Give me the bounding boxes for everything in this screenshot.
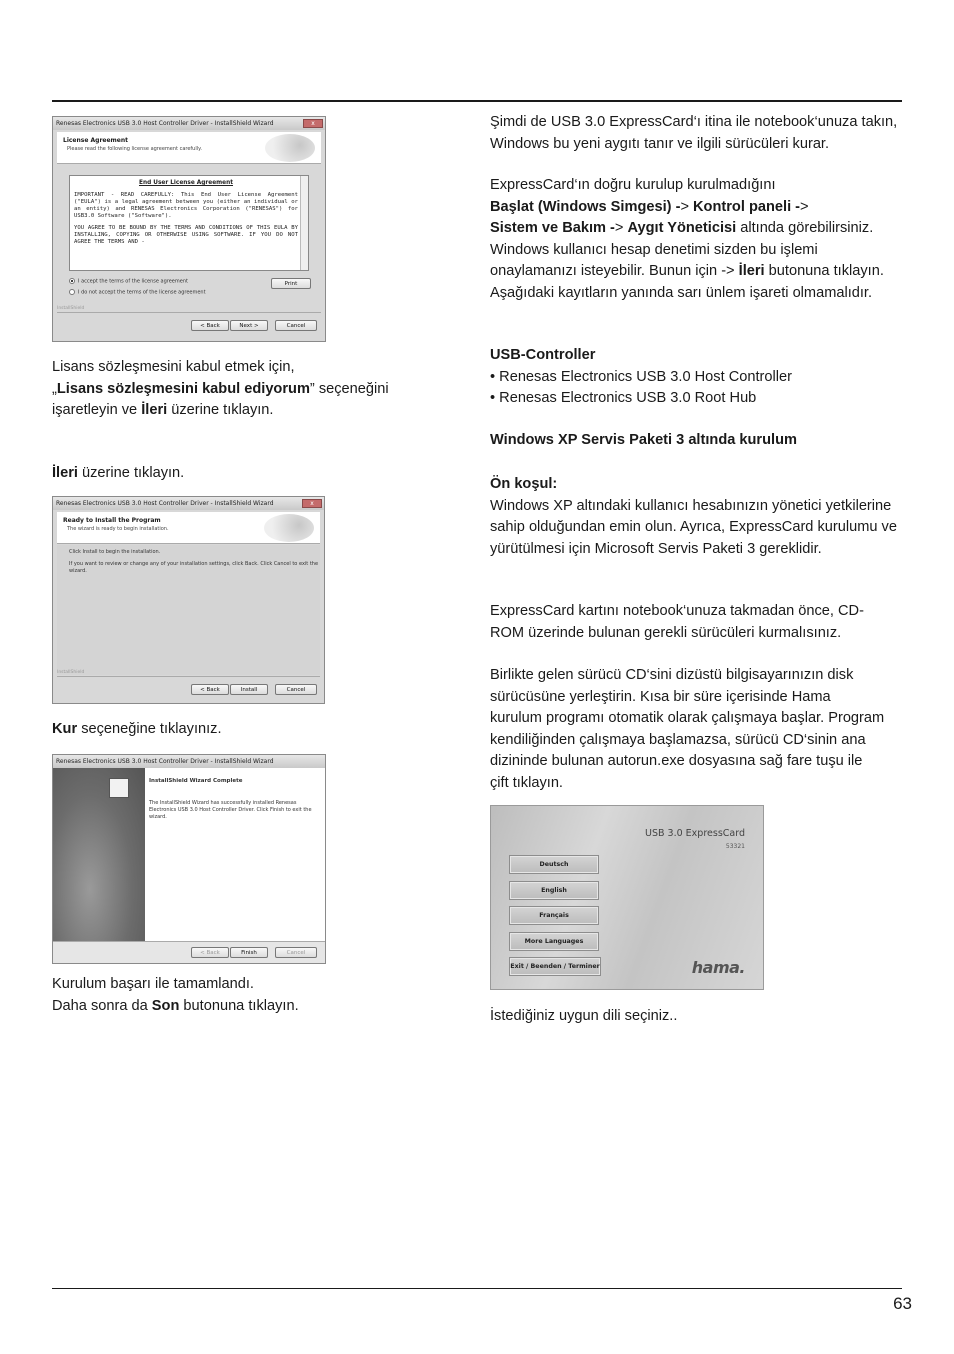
- window-title: Renesas Electronics USB 3.0 Host Controller Driver - InstallShield Wizard: [56, 758, 274, 765]
- cd-language-menu: [490, 805, 764, 990]
- caption-next: [52, 463, 432, 485]
- eula-paragraph: YOU AGREE TO BE BOUND BY THE TERMS AND CONDITIONS OF THIS EULA BY INSTALLING, COPYING OR OTHERWISE USING SOFTWARE. IF YOU DO NOT AGREE THE TERMS AND -: [74, 225, 298, 245]
- header-subtitle: The wizard is ready to begin installation.: [67, 526, 169, 532]
- header-title: License Agreement: [63, 137, 129, 144]
- footer-divider: [57, 676, 320, 677]
- more-languages-button[interactable]: More Languages: [509, 932, 599, 951]
- caption-install: [52, 719, 432, 741]
- cancel-button: Cancel: [275, 947, 317, 958]
- paragraph-insert-card: Şimdi de USB 3.0 ExpressCard‘ı itina ile notebook‘unuza takın, Windows bu yeni aygıtı tanır ve ilgili sürücüleri kurar.: [490, 114, 898, 152]
- header-subtitle: Please read the following license agreement carefully.: [67, 146, 202, 152]
- wizard-header: [57, 132, 321, 164]
- ready-to-install-window: [52, 496, 325, 704]
- paragraph-insert-cd: Birlikte gelen sürücü CD‘sini dizüstü bilgisayarınızın disk sürücüsüne yerleştirin. Kısa bir süre içerisinde Hama kurulum programı otomatik olarak çalışmaya başlar. Program kendiliğinden çalışmaya başlamazsa, sürücü CD‘sinin ana dizininde bulunan autorun.exe dosyasına sağ fare tuşu ile çift tıklayın.: [490, 667, 885, 791]
- caption-text: seçeneğine tıklayınız.: [77, 721, 222, 737]
- paragraph-bold: Başlat (Windows Simgesi) -: [490, 198, 681, 215]
- paragraph-bold: Sistem ve Bakım -: [490, 220, 615, 236]
- paragraph-text: ExpressCard‘ın doğru kurulup kurulmadığını: [490, 177, 776, 193]
- install-button[interactable]: Install: [230, 684, 268, 695]
- cd-menu-code: 53321: [725, 843, 745, 850]
- paragraph-text: butonuna tıklayın. Aşağıdaki kayıtların yanında sarı ünlem işareti olmamalıdır.: [490, 263, 884, 301]
- paragraph-text: Windows XP altındaki kullanıcı hesabınızın yönetici yetkilerine sahip olduğundan emin olun. Ayrıca, ExpressCard kurulumu ve yürütülmesi için Microsoft Servis Paketi 3 gereklidir.: [490, 497, 897, 557]
- eula-title: End User License Agreement: [138, 180, 234, 186]
- finish-button[interactable]: Finish: [230, 947, 268, 958]
- next-button[interactable]: Next >: [230, 320, 268, 331]
- accept-radio[interactable]: [69, 278, 188, 285]
- caption-text: Daha sonra da: [52, 997, 152, 1014]
- print-button[interactable]: Print: [271, 278, 311, 289]
- cancel-button[interactable]: Cancel: [275, 320, 317, 331]
- bottom-rule: [52, 1288, 902, 1289]
- window-title: Renesas Electronics USB 3.0 Host Controller Driver - InstallShield Wizard: [56, 500, 274, 507]
- section-heading-xp: [490, 430, 900, 452]
- window-titlebar: [53, 755, 325, 768]
- paragraph-text: >: [680, 198, 694, 215]
- top-rule: [52, 100, 902, 102]
- caption-line: [52, 400, 432, 422]
- language-button-english[interactable]: English: [509, 881, 599, 900]
- caption-quote: „: [52, 380, 57, 397]
- paragraph-drivers-first: ExpressCard kartını notebook‘unuza takmadan önce, CD-ROM üzerinde bulunan gerekli sürücüleri kurmalısınız.: [490, 603, 864, 641]
- radio-unselected-icon: [69, 289, 75, 295]
- wizard-body: [57, 545, 320, 675]
- caption-text: butonuna tıklayın.: [179, 997, 299, 1014]
- paragraph-bold: Kontrol paneli -: [693, 198, 801, 215]
- caption-line: [52, 996, 432, 1018]
- list-item: • Renesas Electronics USB 3.0 Root Hub: [490, 390, 757, 406]
- paragraph-line: [490, 197, 900, 219]
- caption-text: üzerine tıklayın.: [77, 465, 185, 481]
- window-titlebar: [53, 117, 325, 130]
- complete-text: The InstallShield Wizard has successfully installed Renesas Electronics USB 3.0 Host Controller Driver. Click Finish to exit the wizard.: [149, 800, 312, 820]
- decline-radio[interactable]: [69, 289, 206, 296]
- eula-scrollbar[interactable]: [300, 176, 308, 270]
- eula-text-box[interactable]: [69, 175, 309, 271]
- decline-radio-label: I do not accept the terms of the license agreement: [78, 289, 206, 296]
- section-heading: USB-Controller: [490, 347, 596, 363]
- paragraph-text: altında görebilirsiniz. Windows kullanıcı hesap denetimi sizden bu işlemi onaylamanızı isteyebilir. Bunun için ->: [490, 220, 874, 279]
- ready-line-1: Click Install to begin the installation.: [69, 549, 161, 555]
- wizard-complete-window: [52, 754, 326, 964]
- footer-divider: [57, 312, 321, 313]
- ready-line-2: If you want to review or change any of your installation settings, click Back. Click Cancel to exit the wizard.: [69, 561, 319, 574]
- window-title: Renesas Electronics USB 3.0 Host Controller Driver - InstallShield Wizard: [56, 120, 274, 127]
- paragraph-line: [490, 220, 884, 301]
- header-title: Ready to Install the Program: [63, 517, 161, 524]
- caption-bold: İleri: [52, 465, 78, 481]
- installshield-brand: InstallShield: [57, 306, 85, 311]
- wizard-main-panel: [145, 768, 325, 941]
- list-item: • Renesas Electronics USB 3.0 Host Controller: [490, 368, 792, 385]
- back-button[interactable]: < Back: [191, 684, 229, 695]
- language-button-deutsch[interactable]: Deutsch: [509, 855, 599, 874]
- caption-license: [52, 357, 432, 422]
- caption-bold: Son: [151, 997, 180, 1014]
- wizard-header: [57, 512, 320, 544]
- caption-line: Lisans sözleşmesini kabul etmek için,: [52, 359, 295, 375]
- back-button: < Back: [191, 947, 229, 958]
- hama-logo: hama.: [691, 958, 745, 977]
- paragraph-bold: İleri: [738, 263, 765, 279]
- caption-text: ” seçeneğini: [309, 380, 389, 397]
- section-heading: Windows XP Servis Paketi 3 altında kurulum: [490, 432, 797, 448]
- wizard-footer: [53, 941, 325, 963]
- caption-bold: Lisans sözleşmesini kabul ediyorum: [56, 380, 310, 397]
- close-icon[interactable]: x: [302, 499, 322, 508]
- section-heading: Ön koşul:: [490, 476, 558, 492]
- paragraph-bold: Aygıt Yöneticisi: [627, 220, 737, 236]
- license-agreement-window: [52, 116, 326, 342]
- paragraph-text: >: [800, 198, 809, 215]
- caption-line: [52, 379, 432, 401]
- caption-select-language: İstediğiniz uygun dili seçiniz..: [490, 1008, 678, 1024]
- accept-radio-label: I accept the terms of the license agreement: [78, 278, 188, 285]
- cd-menu-title: USB 3.0 ExpressCard: [645, 828, 745, 839]
- eula-paragraph: IMPORTANT - READ CAREFULLY: This End User License Agreement ("EULA") is a legal agreement between you (either an individual or an entity) and RENESAS Electronics Corporation ("RENESAS") for USB3.0 Software ("Software").: [74, 192, 298, 219]
- installshield-logo-icon: [265, 134, 315, 162]
- caption-bold: Kur: [52, 721, 78, 737]
- caption-text: işaretleyin ve: [52, 402, 142, 418]
- back-button[interactable]: < Back: [191, 320, 229, 331]
- radio-selected-icon: [69, 278, 75, 284]
- cancel-button[interactable]: Cancel: [275, 684, 317, 695]
- usb-controller-section: [490, 345, 900, 410]
- caption-bold: İleri: [141, 402, 168, 418]
- page-number: 63: [893, 1294, 912, 1313]
- caption-complete: [52, 974, 432, 1017]
- language-button-francais[interactable]: Français: [509, 906, 599, 925]
- paragraph-text: >: [614, 220, 628, 236]
- complete-heading: InstallShield Wizard Complete: [149, 778, 243, 784]
- paragraph-device-manager: [490, 175, 900, 304]
- close-icon[interactable]: x: [303, 119, 323, 128]
- installshield-brand: InstallShield: [57, 670, 85, 675]
- caption-text: üzerine tıklayın.: [167, 402, 274, 418]
- wizard-side-graphic: [53, 768, 145, 941]
- prerequisite-section: [490, 474, 900, 560]
- installshield-logo-icon: [264, 514, 314, 542]
- exit-button[interactable]: Exit / Beenden / Terminer: [509, 957, 601, 976]
- window-titlebar: [53, 497, 324, 510]
- computer-icon: [109, 778, 129, 798]
- caption-line: Kurulum başarı ile tamamlandı.: [52, 976, 254, 992]
